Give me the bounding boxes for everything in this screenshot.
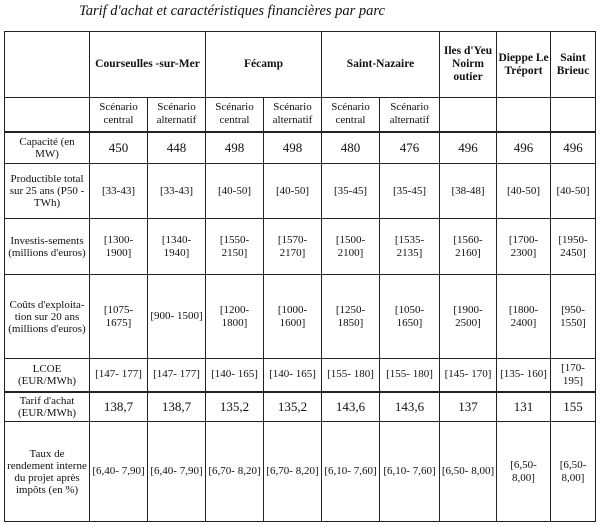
- table-cell: [6,50- 8,00]: [497, 422, 551, 522]
- table-caption: Tarif d'achat et caractéristiques financières par parc: [79, 3, 385, 19]
- table-cell: 138,7: [148, 392, 206, 422]
- scenario-empty-cell: [440, 98, 497, 132]
- table-cell: [40-50]: [551, 164, 596, 219]
- sites-header-row: [5, 32, 596, 98]
- table-cell: 448: [148, 132, 206, 164]
- scenario-header-row: [5, 98, 596, 132]
- table-cell: [6,10- 7,60]: [380, 422, 440, 522]
- table-cell: [950- 1550]: [551, 275, 596, 359]
- row-label-tarif-achat: Tarif d'achat (EUR/MWh): [5, 392, 90, 422]
- row-label-productible: Productible total sur 25 ans (P50 - TWh): [5, 164, 90, 219]
- site-header-saint-nazaire: Saint-Nazaire: [322, 32, 440, 98]
- site-header-iles-yeu: Iles d'Yeu Noirm outier: [440, 32, 497, 98]
- table-cell: [155- 180]: [322, 359, 380, 392]
- table-cell: 496: [440, 132, 497, 164]
- table-cell: [38-48]: [440, 164, 497, 219]
- table-cell: [6,50- 8,00]: [440, 422, 497, 522]
- table-cell: [1000- 1600]: [264, 275, 322, 359]
- table-cell: 496: [551, 132, 596, 164]
- scenario-alternatif-header: Scénario alternatif: [264, 98, 322, 132]
- table-cell: [170- 195]: [551, 359, 596, 392]
- table-cell: [147- 177]: [148, 359, 206, 392]
- scenario-alternatif-header: Scénario alternatif: [148, 98, 206, 132]
- table-row: [5, 422, 596, 522]
- table-cell: 143,6: [322, 392, 380, 422]
- table-cell: 496: [497, 132, 551, 164]
- table-cell: 450: [90, 132, 148, 164]
- scenario-empty-cell: [497, 98, 551, 132]
- table-cell: [140- 165]: [264, 359, 322, 392]
- table-cell: [135- 160]: [497, 359, 551, 392]
- table-cell: [145- 170]: [440, 359, 497, 392]
- table-cell: [33-43]: [148, 164, 206, 219]
- table-cell: [155- 180]: [380, 359, 440, 392]
- table-cell: 476: [380, 132, 440, 164]
- table-row: [5, 392, 596, 422]
- table-row: [5, 359, 596, 392]
- table-cell: [6,10- 7,60]: [322, 422, 380, 522]
- table-cell: [147- 177]: [90, 359, 148, 392]
- table-cell: [1800- 2400]: [497, 275, 551, 359]
- table-cell: [1570- 2170]: [264, 219, 322, 275]
- scenario-alternatif-header: Scénario alternatif: [380, 98, 440, 132]
- table-row: [5, 275, 596, 359]
- table-cell: [35-45]: [322, 164, 380, 219]
- table-cell: 155: [551, 392, 596, 422]
- table-cell: [1500- 2100]: [322, 219, 380, 275]
- table-cell: [1075- 1675]: [90, 275, 148, 359]
- scenario-central-header: Scénario central: [206, 98, 264, 132]
- table-cell: 135,2: [206, 392, 264, 422]
- scenario-central-header: Scénario central: [322, 98, 380, 132]
- row-label-taux-rendement: Taux de rendement interne du projet après impôts (en %): [5, 422, 90, 522]
- row-label-capacite: Capacité (en MW): [5, 132, 90, 164]
- table-cell: [140- 165]: [206, 359, 264, 392]
- table-cell: 131: [497, 392, 551, 422]
- table-cell: [1200- 1800]: [206, 275, 264, 359]
- table-cell: [35-45]: [380, 164, 440, 219]
- table-cell: [1340- 1940]: [148, 219, 206, 275]
- table-cell: [6,70- 8,20]: [264, 422, 322, 522]
- scenario-central-header: Scénario central: [90, 98, 148, 132]
- table-cell: [1300- 1900]: [90, 219, 148, 275]
- table-cell: [1950- 2450]: [551, 219, 596, 275]
- row-label-couts-exploitation: Coûts d'exploita-tion sur 20 ans (millions d'euros): [5, 275, 90, 359]
- site-header-saint-brieuc: Saint Brieuc: [551, 32, 596, 98]
- site-header-fecamp: Fécamp: [206, 32, 322, 98]
- table-cell: 138,7: [90, 392, 148, 422]
- table-cell: [6,40- 7,90]: [90, 422, 148, 522]
- table-cell: [1250- 1850]: [322, 275, 380, 359]
- table-cell: [6,70- 8,20]: [206, 422, 264, 522]
- table-cell: [33-43]: [90, 164, 148, 219]
- scenario-corner: [5, 98, 90, 132]
- table-cell: 498: [206, 132, 264, 164]
- table-cell: [1900- 2500]: [440, 275, 497, 359]
- table-cell: [1560- 2160]: [440, 219, 497, 275]
- table-cell: 480: [322, 132, 380, 164]
- row-label-lcoe: LCOE (EUR/MWh): [5, 359, 90, 392]
- table-cell: [40-50]: [206, 164, 264, 219]
- table-cell: 137: [440, 392, 497, 422]
- header-corner: [5, 32, 90, 98]
- table-cell: [40-50]: [264, 164, 322, 219]
- site-header-courseulles: Courseulles -sur-Mer: [90, 32, 206, 98]
- site-header-dieppe: Dieppe Le Tréport: [497, 32, 551, 98]
- table-cell: 135,2: [264, 392, 322, 422]
- table-cell: [1050- 1650]: [380, 275, 440, 359]
- table-row: [5, 164, 596, 219]
- row-label-investissements: Investis-sements (millions d'euros): [5, 219, 90, 275]
- table-cell: [1550- 2150]: [206, 219, 264, 275]
- table-cell: [40-50]: [497, 164, 551, 219]
- table-cell: [1535- 2135]: [380, 219, 440, 275]
- tariff-table: [4, 31, 596, 522]
- table-cell: 143,6: [380, 392, 440, 422]
- table-cell: [1700- 2300]: [497, 219, 551, 275]
- table-cell: [6,40- 7,90]: [148, 422, 206, 522]
- table-cell: 498: [264, 132, 322, 164]
- table-cell: [900- 1500]: [148, 275, 206, 359]
- table-row: [5, 219, 596, 275]
- table-cell: [6,50- 8,00]: [551, 422, 596, 522]
- scenario-empty-cell: [551, 98, 596, 132]
- table-row: [5, 132, 596, 164]
